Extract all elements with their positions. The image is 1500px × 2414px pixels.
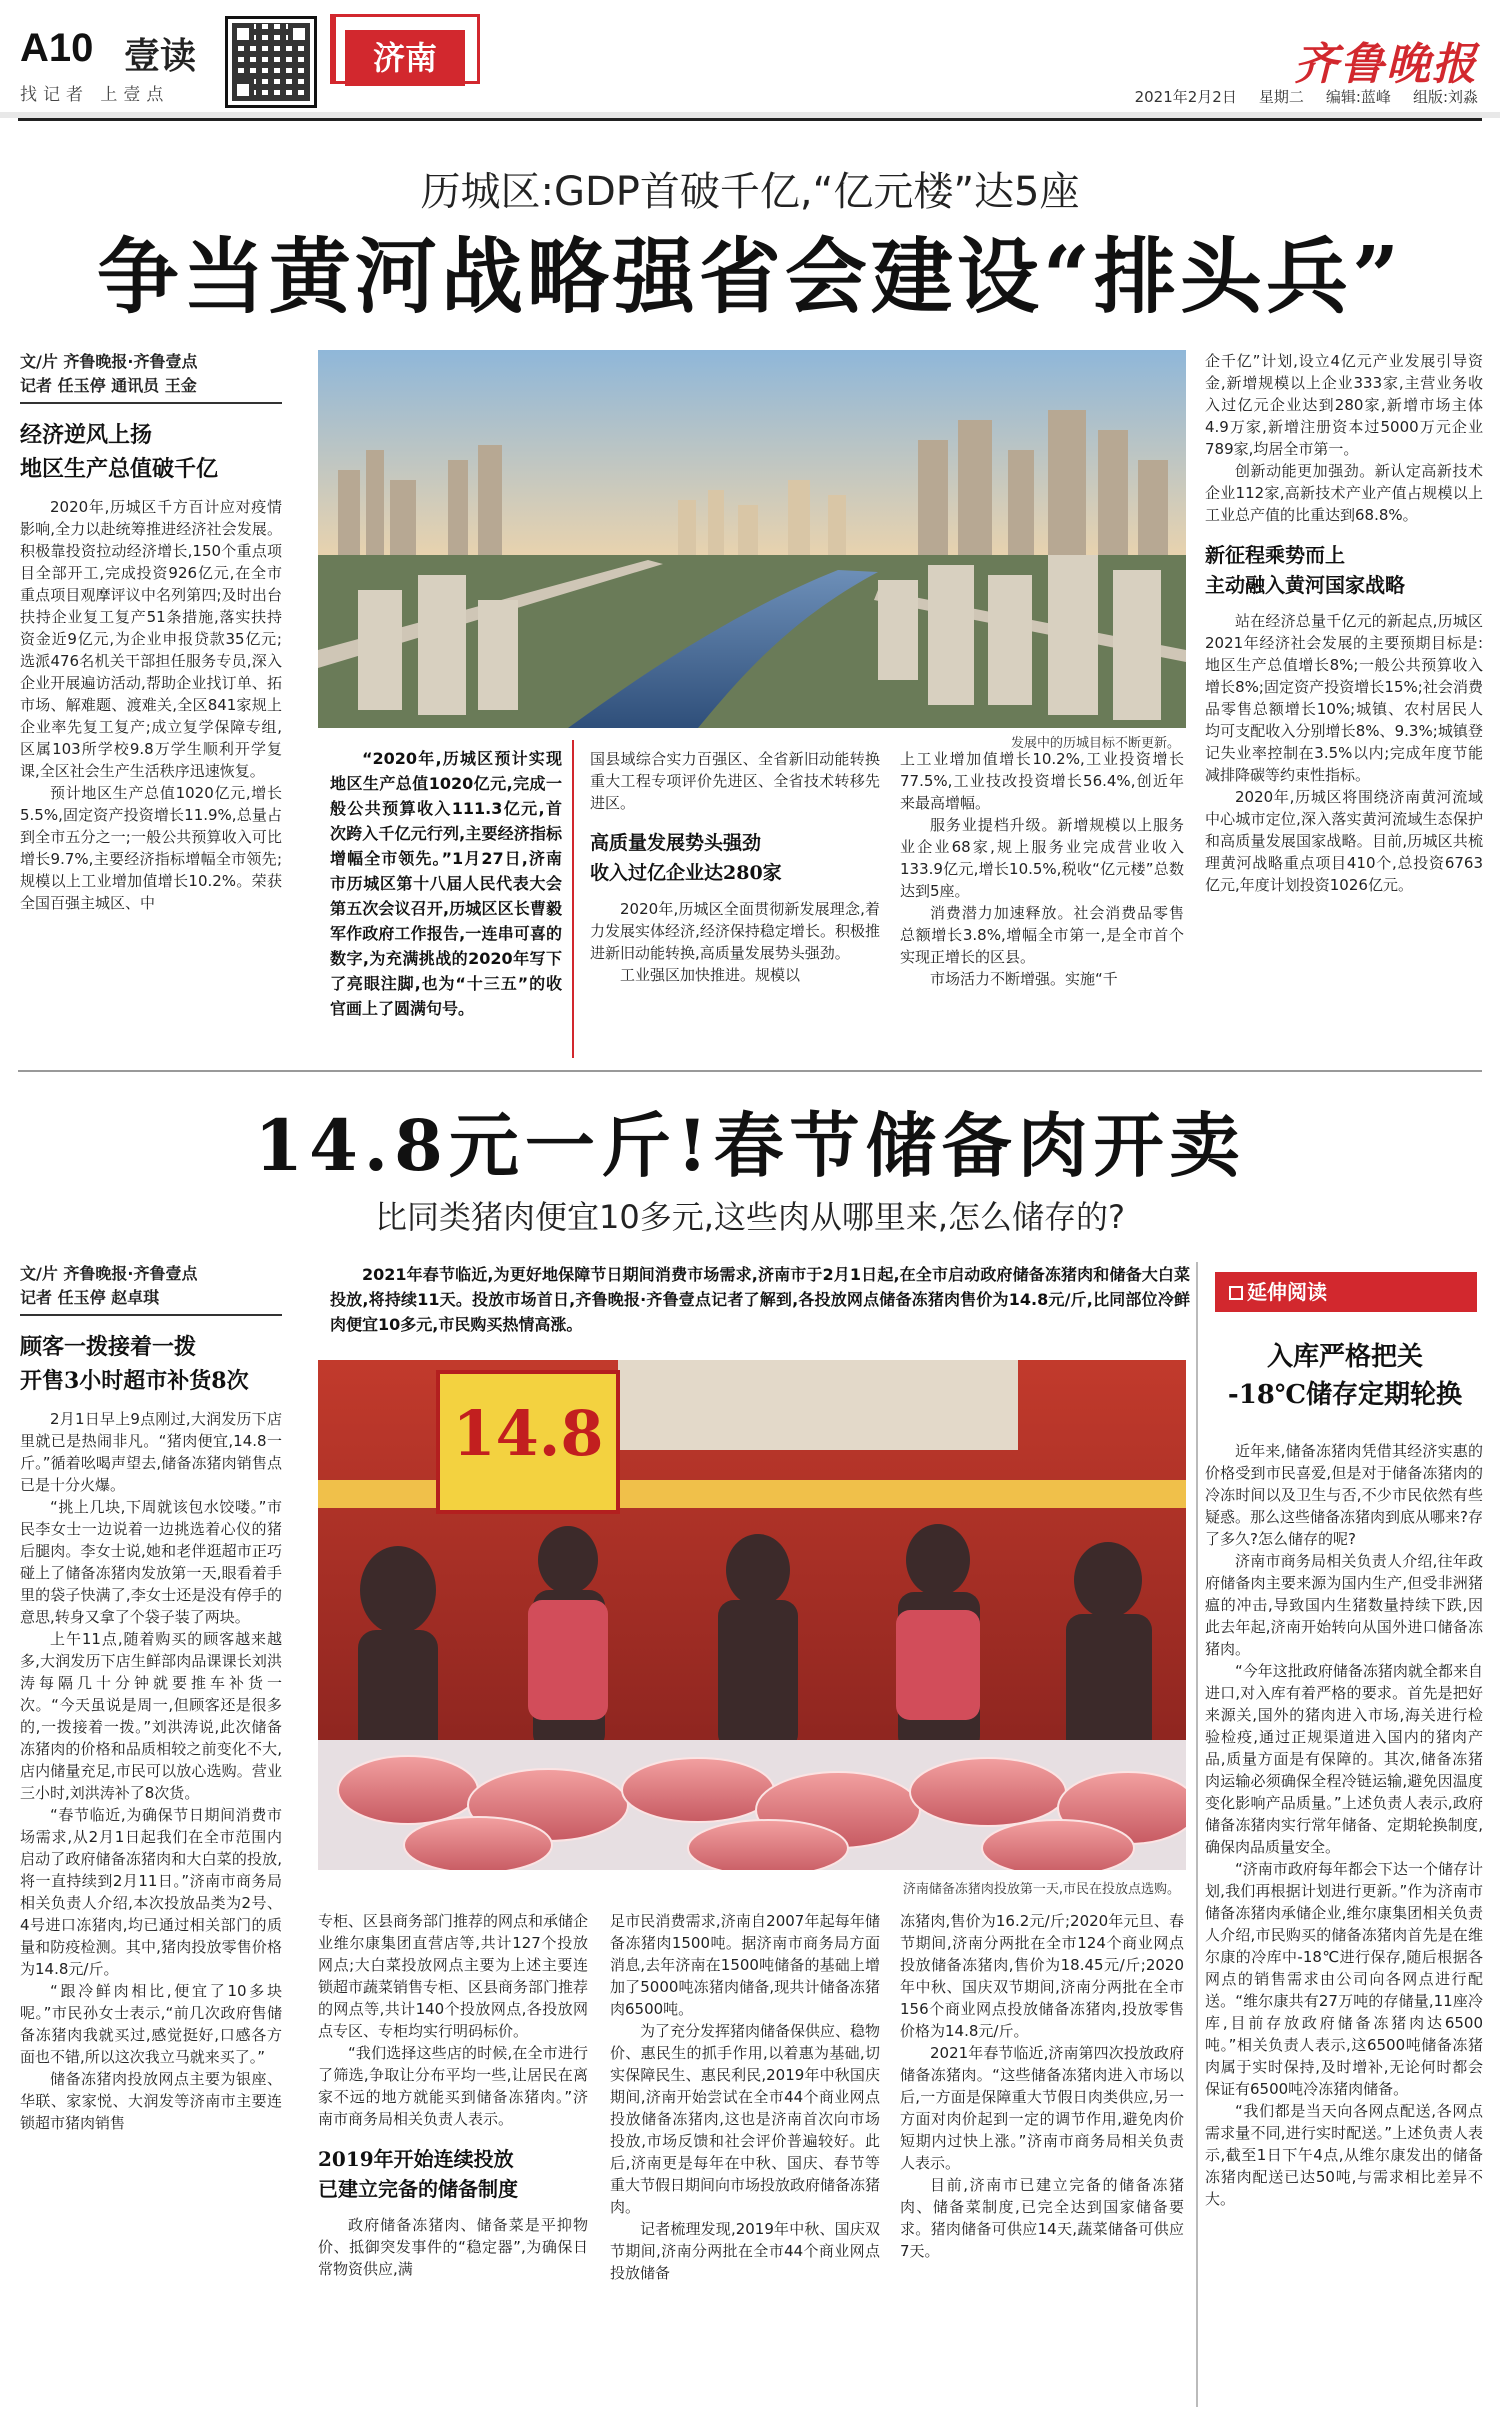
paragraph: 2021年春节临近,济南第四次投放政府储备冻猪肉。“这些储备冻猪肉进入市场以后,一方面是保障重大节假日肉类供应,另一方面对肉价起到一定的调节作用,避免肉价短期内过快上涨。”济南市商务局相关负责人表示。 <box>900 2044 1184 2172</box>
extended-reading-icon <box>1229 1286 1243 1300</box>
story2-column-3 <box>610 1910 880 2407</box>
paragraph: 记者梳理发现,2019年中秋、国庆双节期间,济南分两批在全市44个商业网点投放储备 <box>610 2220 880 2282</box>
lead-quote-text: “2020年,历城区预计实现地区生产总值1020亿元,完成一般公共预算收入111.3亿元,首次跨入千亿元行列,主要经济指标增幅全市领先。”1月27日,济南市历城区第十八届人民代表大会第五次会议召开,历城区区长曹毅军作政府工作报告,一连串可喜的数字,为充满挑战的2020年写下了亮眼注脚,也为“十三五”的收官画上了圆满句号。 <box>330 749 562 1018</box>
story2-byline <box>20 1262 282 1316</box>
story1-column-1 <box>20 350 282 1060</box>
paragraph: 上工业增加值增长10.2%,工业投资增长77.5%,工业技改投资增长56.4%,创近年来最高增幅。 <box>900 750 1184 812</box>
paragraph: 2020年,历城区将围绕济南黄河流域中心城市定位,深入落实黄河流域生态保护和高质量发展国家战略。目前,历城区共梳理黄河战略重点项目410个,总投资6763亿元,年度计划投资1026亿元。 <box>1205 788 1483 894</box>
paragraph: “今年这批政府储备冻猪肉就全都来自进口,对入库有着严格的要求。首先是把好来源关,国外的猪肉进入市场,海关进行检验检疫,通过正规渠道进入国内的猪肉产品,质量方面是有保障的。其次,储备冻猪肉运输必须确保全程冷链运输,避免因温度变化影响产品质量。”上述负责人表示,政府储备冻猪肉实行常年储备、定期轮换制度,确保肉品质量安全。 <box>1205 1662 1483 1856</box>
masthead <box>0 0 1500 132</box>
editor-credit: 编辑:蓝峰 <box>1325 88 1391 106</box>
extended-reading-label: 延伸阅读 <box>1247 1280 1327 1304</box>
paragraph: 企千亿”计划,设立4亿元产业发展引导资金,新增规模以上企业333家,主营业务收入过亿元企业达到280家,新增市场主体4.9万家,新增注册资本过5000万元企业789家,均居全市第一。 <box>1205 352 1483 458</box>
paragraph: 为了充分发挥猪肉储备保供应、稳物价、惠民生的抓手作用,以着惠为基础,切实保障民生、惠民利民,2019年中秋国庆期间,济南开始尝试在全市44个商业网点投放储备冻猪肉,这也是济南首次向市场投放,市场反馈和社会评价普遍较好。此后,济南更是每年在中秋、国庆、春节等重大节假日期间向市场投放政府储备冻猪肉。 <box>610 2022 880 2216</box>
story2-column-4 <box>900 1910 1184 2407</box>
paragraph: 济南市商务局相关负责人介绍,往年政府储备肉主要来源为国内生产,但受非洲猪瘟的冲击,导致国内生猪数量持续下跌,因此去年起,济南开始转向从国外进口储备冻猪肉。 <box>1205 1552 1483 1658</box>
sidebar-divider <box>1196 1262 1198 2407</box>
paragraph: “春节临近,为确保节日期间消费市场需求,从2月1日起我们在全市范围内启动了政府储备冻猪肉和大白菜的投放,将一直持续到2月11日。”济南市商务局相关负责人介绍,本次投放品类为2号、4号进口冻猪肉,均已通过相关部门的质量和防疫检测。其中,猪肉投放零售价格为14.8元/斤。 <box>20 1806 282 1978</box>
story1-photo-caption: 发展中的历城目标不断更新。 <box>1010 736 1180 751</box>
city-river-photo <box>318 350 1186 728</box>
story2-photo-caption: 济南储备冻猪肉投放第一天,市民在投放点选购。 <box>902 1882 1180 1897</box>
paragraph: 消费潜力加速释放。社会消费品零售总额增长3.8%,增幅全市第一,是全市首个实现正增长的区县。 <box>900 904 1184 966</box>
paragraph: “济南市政府每年都会下达一个储存计划,我们再根据计划进行更新。”作为济南市储备冻猪肉承储企业,维尔康集团相关负责人介绍,市民购买的储备冻猪肉首先是在维尔康的冷库中-18℃进行保存,随后根据各网点的销售需求由公司向各网点进行配送。“维尔康共有27万吨的存储量,11座冷库,目前存放政府储备冻猪肉达6500吨。”相关负责人表示,这6500吨储备冻猪肉属于实时保持,及时增补,无论何时都会保证有6500吨冷冻猪肉储备。 <box>1205 1860 1483 2098</box>
byline-line-1: 文/片 齐鲁晚报·齐鲁壹点 <box>20 352 198 371</box>
story1-column-5 <box>1205 350 1483 1060</box>
issue-weekday: 星期二 <box>1258 88 1304 106</box>
paragraph: “我们选择这些店的时候,在全市进行了筛选,争取让分布平均一些,让居民在离家不远的地方就能买到储备冻猪肉。”济南市商务局相关负责人表示。 <box>318 2044 588 2128</box>
section-name: 壹读 <box>124 35 197 77</box>
story2-headline[interactable]: 14.8元一斤!春节储备肉开卖 <box>254 1104 1246 1187</box>
story2-subhead-2: 2019年开始连续投放 已建立完备的储备制度 <box>318 2147 518 2201</box>
story2-intro <box>330 1262 1190 1337</box>
paragraph: 市场活力不断增强。实施“千 <box>930 970 1118 988</box>
story2-subhead-1: 顾客一拨接着一拨 开售3小时超市补货8次 <box>20 1334 249 1394</box>
story1-headline[interactable]: 争当黄河战略强省会建设“排头兵” <box>96 229 1404 325</box>
story2-column-2 <box>318 1910 588 2407</box>
paragraph: 近年来,储备冻猪肉凭借其经济实惠的价格受到市民喜爱,但是对于储备冻猪肉的冷冻时间以及卫生与否,不少市民依然有些疑惑。那么这些储备冻猪肉到底从哪来?存了多久?怎么储存的呢? <box>1205 1442 1483 1548</box>
intro-text: 2021年春节临近,为更好地保障节日期间消费市场需求,济南市于2月1日起,在全市启动政府储备冻猪肉和储备大白菜投放,将持续11天。投放市场首日,齐鲁晚报·齐鲁壹点记者了解到,各投放网点储备冻猪肉售价为14.8元/斤,比同部位冷鲜肉便宜10多元,市民购买热情高涨。 <box>330 1265 1190 1334</box>
paragraph: 工业强区加快推进。规模以 <box>620 966 801 984</box>
story1-byline <box>20 350 282 404</box>
qr-code-icon[interactable] <box>225 16 317 108</box>
story1-column-3 <box>590 748 880 1060</box>
paragraph: 2月1日早上9点刚过,大润发历下店里就已是热闹非凡。“猪肉便宜,14.8一斤。”循着吆喝声望去,储备冻猪肉销售点已是十分火爆。 <box>20 1410 282 1494</box>
motto: 找记者 上壹点 <box>20 85 170 105</box>
paragraph: 2020年,历城区全面贯彻新发展理念,着力发展实体经济,经济保持稳定增长。积极推进新旧动能转换,高质量发展势头强劲。 <box>590 900 880 962</box>
pork-market-photo <box>318 1360 1186 1870</box>
paragraph: “我们都是当天向各网点配送,各网点需求量不同,进行实时配送。”上述负责人表示,截至1日下午4点,从维尔康发出的储备冻猪肉配送已达50吨,与需求相比差异不大。 <box>1205 2102 1483 2208</box>
story1-kicker: 历城区:GDP首破千亿,“亿元楼”达5座 <box>420 169 1080 215</box>
paragraph: 储备冻猪肉投放网点主要为银座、华联、家家悦、大润发等济南市主要连锁超市猪肉销售 <box>20 2070 282 2132</box>
byline-line-2: 记者 任玉停 通讯员 王金 <box>20 376 197 395</box>
paragraph: 2020年,历城区千方百计应对疫情影响,全力以赴统筹推进经济社会发展。积极靠投资拉动经济增长,150个重点项目全部开工,完成投资926亿元,在全市重点项目观摩评议中名列第四;及时出台扶持企业复工复产51条措施,落实扶持资金近9亿元,为企业申报贷款35亿元;选派476名机关干部担任服务专员,深入企业开展遍访活动,帮助企业找订单、拓市场、解难题、渡难关,全区841家规上企业率先复工复产;成立复学保障专组,区属103所学校9.8万学生顺利开学复课,全区社会生产生活秩序迅速恢复。 <box>20 498 282 780</box>
market-illustration <box>318 1360 1186 1870</box>
paragraph: 上午11点,随着购买的顾客越来越多,大润发历下店生鲜部肉品课课长刘洪涛每隔几十分钟就要推车补货一次。“今天虽说是周一,但顾客还是很多的,一拨接着一拨。”刘洪涛说,此次储备冻猪肉的价格和品质相较之前变化不大,店内储量充足,市民可以放心选购。营业三小时,刘洪涛补了8次货。 <box>20 1630 282 1802</box>
paragraph: “挑上几块,下周就该包水饺喽。”市民李女士一边说着一边挑选着心仪的猪后腿肉。李女士说,她和老伴逛超市正巧碰上了储备冻猪肉发放第一天,眼看着手里的袋子快满了,李女士还是没有停手的意思,转身又拿了个袋子装了两块。 <box>20 1498 282 1626</box>
paragraph: 政府储备冻猪肉、储备菜是平抑物价、抵御突发事件的“稳定器”,为确保日常物资供应,满 <box>318 2216 588 2278</box>
paragraph: 创新动能更加强劲。新认定高新技术企业112家,高新技术产业产值占规模以上工业总产值的比重达到68.8%。 <box>1205 462 1483 524</box>
paragraph: 目前,济南市已建立完备的储备冻猪肉、储备菜制度,已完全达到国家储备要求。猪肉储备可供应14天,蔬菜储备可供应7天。 <box>900 2176 1184 2260</box>
byline-line-1: 文/片 齐鲁晚报·齐鲁壹点 <box>20 1264 198 1283</box>
page-number: A10 <box>20 26 94 70</box>
extended-reading-body <box>1205 1440 1483 2400</box>
paragraph: 冻猪肉,售价为16.2元/斤;2020年元旦、春节期间,济南分两批在全市124个商业网点投放储备冻猪肉,售价为18.45元/斤;2020年中秋、国庆双节期间,济南分两批在全市156个商业网点投放储备冻猪肉,投放零售价格为14.8元/斤。 <box>900 1912 1184 2040</box>
paragraph: 服务业提档升级。新增规模以上服务业企业68家,规上服务业完成营业收入133.9亿元,增长10.5%,税收“亿元楼”总数达到5座。 <box>900 816 1184 900</box>
paragraph: 国县域综合实力百强区、全省新旧动能转换重大工程专项评价先进区、全省技术转移先进区。 <box>590 750 880 812</box>
price-sign: 14.8 <box>452 1397 604 1470</box>
story1-lead-quote <box>330 746 562 1058</box>
extended-reading-title[interactable]: 入库严格把关 -18℃储存定期轮换 <box>1227 1342 1463 1410</box>
story1-subhead-1: 经济逆风上扬 地区生产总值破千亿 <box>20 422 219 482</box>
story1-subhead-3: 新征程乘势而上 主动融入黄河国家战略 <box>1205 543 1405 597</box>
story1-column-4 <box>900 748 1184 1060</box>
quote-accent-rule <box>572 740 574 1058</box>
story2-kicker: 比同类猪肉便宜10多元,这些肉从哪里来,怎么储存的? <box>374 1198 1126 1236</box>
masthead-rule-dark <box>18 118 1482 121</box>
extended-reading-tag[interactable] <box>1215 1272 1477 1312</box>
masthead-meta <box>1135 86 1478 107</box>
region-tag: 济南 <box>345 30 465 86</box>
paragraph: 专柜、区县商务部门推荐的网点和承储企业维尔康集团直营店等,共计127个投放网点;大白菜投放网点主要为上述主要连锁超市蔬菜销售专柜、区县商务部门推荐的网点等,共计140个投放网点,各投放网点专区、专柜均实行明码标价。 <box>318 1912 588 2040</box>
byline-line-2: 记者 任玉停 赵卓琪 <box>20 1288 160 1307</box>
city-river-illustration <box>318 350 1186 728</box>
story1-subhead-2: 高质量发展势头强劲 收入过亿企业达280家 <box>590 832 782 884</box>
issue-date: 2021年2月2日 <box>1134 88 1237 106</box>
layout-credit: 组版:刘淼 <box>1412 88 1478 106</box>
paragraph: 站在经济总量千亿元的新起点,历城区2021年经济社会发展的主要预期目标是:地区生产总值增长8%;一般公共预算收入增长8%;固定资产投资增长15%;社会消费品零售总额增长10%;城镇、农村居民人均可支配收入分别增长8%、9.3%;城镇登记失业率控制在3.5%以内;完成年度节能减排降碳等约束性指标。 <box>1205 612 1483 784</box>
story-divider <box>18 1070 1482 1072</box>
story2-column-1 <box>20 1262 282 2407</box>
paragraph: 预计地区生产总值1020亿元,增长5.5%,固定资产投资增长11.9%,总量占到全市五分之一;一般公共预算收入可比增长9.7%,主要经济指标增幅全市领先;规模以上工业增加值增长10.2%。荣获全国百强主城区、中 <box>20 784 282 912</box>
paragraph: 足市民消费需求,济南自2007年起每年储备冻猪肉1500吨。据济南市商务局方面消息,去年济南在1500吨储备的基础上增加了5000吨冻猪肉储备,现共计储备冻猪肉6500吨。 <box>610 1912 880 2018</box>
paper-logo: 齐鲁晚报 <box>1294 39 1478 90</box>
paragraph: “跟冷鲜肉相比,便宜了10多块呢。”市民孙女士表示,“前几次政府售储备冻猪肉我就买过,感觉挺好,口感各方面也不错,所以这次我立马就来买了。” <box>20 1982 282 2066</box>
